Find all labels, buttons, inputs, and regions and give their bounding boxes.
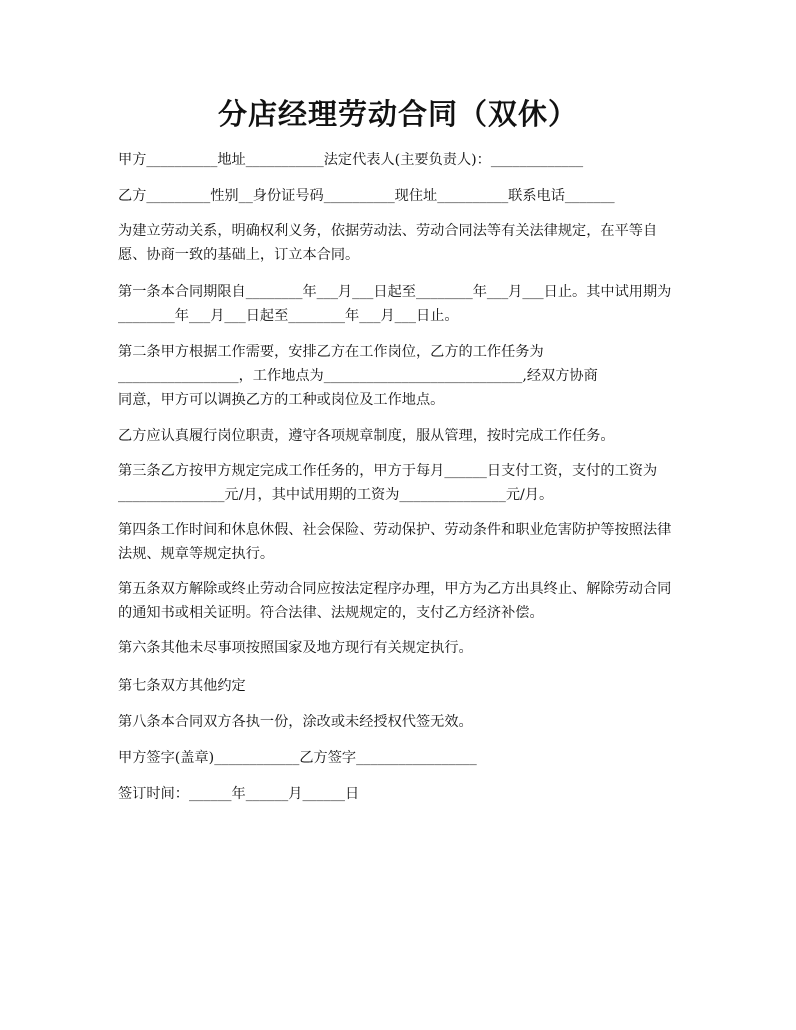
article-3-wages: 第三条乙方按甲方规定完成工作任务的，甲方于每月______日支付工资，支付的工资为_______________元/月，其中试用期的工资为_______________元/月。 (118, 463, 658, 503)
article-4-working-conditions: 第四条工作时间和休息休假、社会保险、劳动保护、劳动条件和职业危害防护等按照法律法规、规章等规定执行。 (118, 522, 672, 562)
article-2-line-3: 同意，甲方可以调换乙方的工种或岗位及工作地点。 (118, 392, 445, 408)
article-7-agreements: 第七条双方其他约定 (118, 678, 246, 694)
article-8-copies: 第八条本合同双方各执一份，涂改或未经授权代签无效。 (118, 714, 473, 730)
article-2-line-1: 第二条甲方根据工作需要，安排乙方在工作岗位，乙方的工作任务为 (118, 344, 544, 360)
article-1-term: 第一条本合同期限自________年___月___日起至________年___月___日止。其中试用期为________年___月___日起至________年___月___日止。 (118, 284, 672, 324)
party-a-line: 甲方__________地址___________法定代表人(主要负责人)：_____________ (118, 152, 584, 168)
article-2-line-2: _________________，工作地点为____________________________,经双方协商 (118, 368, 598, 384)
duty-paragraph: 乙方应认真履行岗位职责，遵守各项规章制度，服从管理，按时完成工作任务。 (118, 428, 615, 444)
page-title: 分店经理劳动合同（双休） (217, 97, 578, 131)
article-6-other-matters: 第六条其他未尽事项按照国家及地方现行有关规定执行。 (118, 640, 473, 656)
party-b-line: 乙方_________性别__身份证号码__________现住址__________联系电话_______ (118, 188, 615, 204)
preamble-paragraph: 为建立劳动关系，明确权利义务，依据劳动法、劳动合同法等有关法律规定，在平等自愿、协商一致的基础上，订立本合同。 (118, 223, 658, 263)
signature-line: 甲方签字(盖章)____________乙方签字_________________ (118, 750, 477, 766)
sign-date-line: 签订时间：______年______月______日 (118, 786, 360, 802)
article-5-termination: 第五条双方解除或终止劳动合同应按法定程序办理，甲方为乙方出具终止、解除劳动合同的通知书或相关证明。符合法律、法规规定的，支付乙方经济补偿。 (118, 581, 672, 621)
